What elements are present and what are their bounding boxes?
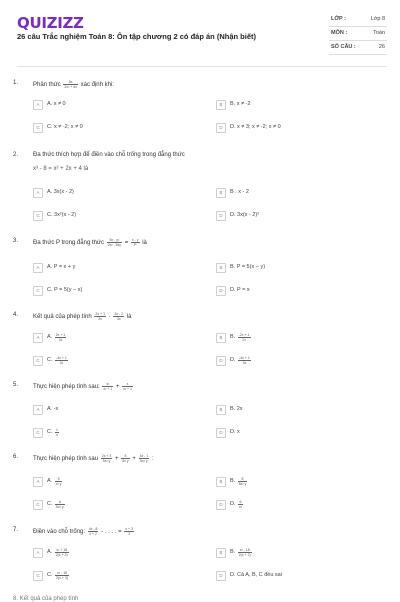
option-b[interactable] <box>216 187 396 198</box>
option-text: C. <box>47 572 53 578</box>
fraction <box>55 500 65 509</box>
option-text: A. 3x(x - 2) <box>47 189 74 195</box>
fraction-numerator: 1 <box>56 428 58 432</box>
option-text: D. 3x(x - 2)² <box>230 212 260 218</box>
option-text: C. <box>47 501 53 507</box>
option-c[interactable] <box>33 210 213 221</box>
question-text: 8. Kết quả của phép tính <box>13 596 79 602</box>
option-text: A. <box>47 549 53 555</box>
fraction-numerator: 2x + 1 <box>55 333 66 337</box>
fraction-numerator: 5x <box>63 80 78 85</box>
option-letter-box: D <box>216 500 226 510</box>
option-letter-box: C <box>33 500 43 510</box>
question-prefix: Thực hiện phép tính sau <box>33 456 99 463</box>
fraction <box>139 454 150 463</box>
fraction-denominator: P <box>134 243 137 247</box>
fraction <box>238 356 251 365</box>
option-b[interactable] <box>216 547 396 558</box>
question-number: 3. <box>13 238 19 244</box>
fraction <box>55 356 68 365</box>
option-text: C. x ≠ -2; x ≠ 0 <box>47 124 83 130</box>
fraction-denominator: 5x² y <box>238 482 247 486</box>
fraction <box>63 80 78 89</box>
class-label: LỚP : <box>331 16 346 22</box>
fraction <box>101 454 113 463</box>
count-value: 26 <box>378 44 385 50</box>
option-c[interactable] <box>33 355 213 366</box>
question-text <box>33 454 373 463</box>
fraction-denominator: 2(x + 2) <box>55 553 68 557</box>
fraction-denominator: x² <box>239 505 242 509</box>
option-letter-box: A <box>33 477 43 487</box>
meta-class-row <box>329 13 387 27</box>
option-c[interactable] <box>33 122 213 133</box>
fraction-denominator: 5x² y <box>56 505 64 509</box>
fraction <box>55 428 59 437</box>
option-a[interactable] <box>33 262 213 273</box>
question-text <box>33 527 373 536</box>
header-divider <box>17 66 387 67</box>
fraction-denominator: 5x y <box>122 459 129 463</box>
option-letter-box: A <box>33 548 43 558</box>
option-letter-box: D <box>216 356 226 366</box>
option-text: B. P = 5(x − y) <box>230 264 266 270</box>
option-letter-box: C <box>33 571 43 581</box>
option-letter-box: B <box>216 333 226 343</box>
option-letter-box: A <box>33 333 43 343</box>
option-text: B. 2x <box>230 406 243 412</box>
question-prefix: Đa thức P trong đẳng thức <box>33 240 104 247</box>
option-text: C. P = 5(y − x) <box>47 287 83 293</box>
fraction-denominator: 2x <box>59 361 64 365</box>
option-a[interactable] <box>33 476 213 487</box>
operator: - . . . . = <box>101 529 122 536</box>
option-b[interactable] <box>216 99 396 110</box>
operator: + <box>115 456 119 463</box>
question-number: 2. <box>13 152 19 158</box>
question-text <box>33 312 373 321</box>
option-letter-box: A <box>33 100 43 110</box>
fraction-numerator: 6 <box>55 500 65 505</box>
option-text: D. P = x <box>230 287 250 293</box>
option-text: A. x ≠ 0 <box>47 101 66 107</box>
option-d[interactable] <box>216 285 396 296</box>
quizizz-logo: QUIZIZZ <box>17 14 84 32</box>
option-text: C. <box>47 357 53 363</box>
option-letter-box: B <box>216 548 226 558</box>
option-d[interactable] <box>216 499 396 510</box>
option-a[interactable] <box>33 404 213 415</box>
option-text: D. x <box>230 429 240 435</box>
option-letter-box: C <box>33 123 43 133</box>
fraction-numerator: 6 <box>239 500 242 504</box>
operator: + <box>115 384 120 391</box>
fraction-numerator: x <box>122 382 133 387</box>
meta-info <box>329 13 387 55</box>
fraction-denominator: 3x <box>116 317 121 321</box>
subject-value: Toán <box>373 30 385 36</box>
option-letter-box: B <box>216 477 226 487</box>
question-text <box>33 382 373 391</box>
fraction-numerator: 2x + 3 <box>101 454 112 458</box>
fraction-numerator: x² <box>102 382 113 387</box>
option-letter-box: A <box>33 188 43 198</box>
fraction-denominator: 5x² y <box>140 459 148 463</box>
option-text: C. 3x²(x - 2) <box>47 212 77 218</box>
option-c[interactable] <box>33 285 213 296</box>
equals-sign: = <box>124 240 129 247</box>
question-prefix: Phân thức <box>33 82 61 89</box>
fraction-numerator: 2x + 1 <box>95 312 106 316</box>
option-b[interactable] <box>216 262 396 273</box>
operator: + <box>132 456 136 463</box>
fraction-denominator: 5x² y <box>102 459 111 463</box>
fraction-denominator: 3x <box>242 361 247 365</box>
option-letter-box: C <box>33 356 43 366</box>
option-text: A. <box>47 478 53 484</box>
fraction-denominator: x² y <box>55 482 62 486</box>
option-text: A. P = x + y <box>47 264 76 270</box>
option-letter-box: D <box>216 123 226 133</box>
fraction <box>55 571 69 580</box>
option-d[interactable] <box>216 355 396 366</box>
fraction <box>238 477 248 486</box>
option-letter-box: B <box>216 188 226 198</box>
option-text: B . x - 2 <box>230 189 249 195</box>
fraction <box>94 312 106 321</box>
option-text: D. <box>230 357 236 363</box>
fraction-denominator: x² + 1 <box>103 387 113 391</box>
option-text: D. <box>230 501 236 507</box>
fraction-numerator: 5 <box>55 477 63 482</box>
option-letter-box: B <box>216 263 226 273</box>
fraction <box>107 238 122 247</box>
fraction <box>238 548 252 557</box>
option-text: B. <box>230 549 236 555</box>
fraction-numerator: -2x + 1 <box>238 333 250 337</box>
option-text: B. <box>230 478 236 484</box>
fraction <box>238 500 243 509</box>
question-number: 7. <box>13 527 19 533</box>
option-text: B. <box>230 334 236 340</box>
fraction-numerator: 5x - y² <box>107 238 122 243</box>
option-text: B. x ≠ -2 <box>230 101 251 107</box>
option-letter-box: D <box>216 428 226 438</box>
question-suffix: : <box>151 456 154 463</box>
option-d[interactable] <box>216 122 396 133</box>
fraction-denominator: 2x <box>98 317 103 321</box>
question-text <box>33 80 373 89</box>
fraction-denominator: 2 <box>128 532 131 536</box>
fraction <box>55 548 69 557</box>
fraction-denominator: x <box>56 433 58 437</box>
worksheet-title: 26 câu Trắc nghiệm Toán 8: Ôn tập chương 2 có đáp án (Nhận biết) <box>17 32 256 41</box>
question-number: 1. <box>13 80 19 86</box>
option-letter-box: B <box>216 100 226 110</box>
fraction-denominator: 2(x + 2) <box>238 553 251 557</box>
fraction <box>121 454 129 463</box>
option-a[interactable] <box>33 547 213 558</box>
question-prefix: Thực hiện phép tính sau: <box>33 384 100 391</box>
fraction <box>55 477 63 486</box>
option-text: A. -x <box>47 406 59 412</box>
option-d[interactable] <box>216 570 396 581</box>
fraction <box>238 333 251 342</box>
fraction-numerator: 4x - 8 <box>88 527 98 531</box>
question-number: 4. <box>13 312 19 318</box>
option-text: D. x ≠ 3; x ≠ -2; x ≠ 0 <box>230 124 281 130</box>
fraction <box>122 382 133 391</box>
question-prefix: Điền vào chỗ trống: <box>33 529 86 536</box>
option-letter-box: C <box>33 211 43 221</box>
equation-line: x³ - 8 = x² + 2x + 4 là <box>33 166 89 172</box>
fraction <box>131 238 140 247</box>
option-text: D. Cả A, B, C đều sai <box>230 572 282 578</box>
option-letter-box: D <box>216 286 226 296</box>
count-label: SỐ CÂU : <box>331 44 356 50</box>
option-letter-box: C <box>33 428 43 438</box>
worksheet-header <box>0 0 400 70</box>
fraction-numerator: 3x - 1 <box>139 454 149 458</box>
fraction-numerator: 8 <box>121 454 129 459</box>
option-d[interactable] <box>216 427 396 438</box>
fraction <box>102 382 113 391</box>
fraction-denominator: 2x <box>58 338 63 342</box>
question-prefix: Kết quả của phép tính <box>33 314 92 321</box>
fraction <box>88 527 99 536</box>
meta-subject-row <box>329 27 387 41</box>
question-text <box>33 238 373 247</box>
option-c[interactable] <box>33 570 213 581</box>
question-suffix: là <box>126 314 132 321</box>
option-a[interactable] <box>33 187 213 198</box>
subject-label: MÔN : <box>331 30 348 36</box>
fraction-numerator: x - y <box>131 238 139 242</box>
fraction-numerator: 8 <box>238 477 248 482</box>
fraction-numerator: x² + 18 <box>56 548 68 552</box>
option-b[interactable] <box>216 476 396 487</box>
option-b[interactable] <box>216 332 396 343</box>
question-text: Đa thức thích hợp để điền vào chỗ trống trong đẳng thức <box>33 152 185 158</box>
option-letter-box: A <box>33 263 43 273</box>
option-letter-box: B <box>216 405 226 415</box>
option-text: C. <box>47 429 53 435</box>
fraction-numerator: 3x - 2 <box>114 312 124 316</box>
fraction <box>124 527 134 536</box>
fraction <box>113 312 124 321</box>
option-letter-box: D <box>216 211 226 221</box>
fraction-numerator: x + 3 <box>125 527 134 531</box>
fraction-numerator: -4x + 1 <box>239 356 250 360</box>
fraction-denominator: 2x² - 5xy <box>107 243 122 247</box>
class-value: Lớp 8 <box>370 16 385 22</box>
option-b[interactable] <box>216 404 396 415</box>
operator: · <box>108 314 111 321</box>
fraction-denominator: 2x <box>242 338 246 342</box>
fraction-denominator: 2x² + 4x <box>64 85 77 89</box>
fraction-denominator: 2(x + 3) <box>56 576 68 580</box>
question-number: 6. <box>13 454 19 460</box>
option-c[interactable] <box>33 427 213 438</box>
option-letter-box: C <box>33 286 43 296</box>
fraction-numerator: x² - 18 <box>238 548 252 553</box>
option-c[interactable] <box>33 499 213 510</box>
fraction-numerator: x² - 18 <box>55 571 69 576</box>
question-number: 5. <box>13 382 19 388</box>
question-suffix: là <box>142 240 147 247</box>
fraction <box>55 333 67 342</box>
question-suffix: xác định khi: <box>80 82 114 89</box>
fraction-numerator: -4x + 1 <box>56 356 67 360</box>
option-text: A. <box>47 334 53 340</box>
option-d[interactable] <box>216 210 396 221</box>
meta-count-row <box>329 41 387 55</box>
option-a[interactable] <box>33 99 213 110</box>
option-letter-box: D <box>216 571 226 581</box>
option-letter-box: A <box>33 405 43 415</box>
fraction-denominator: x + 2 <box>89 532 97 536</box>
option-a[interactable] <box>33 332 213 343</box>
fraction-denominator: x² + 1 <box>123 387 132 391</box>
